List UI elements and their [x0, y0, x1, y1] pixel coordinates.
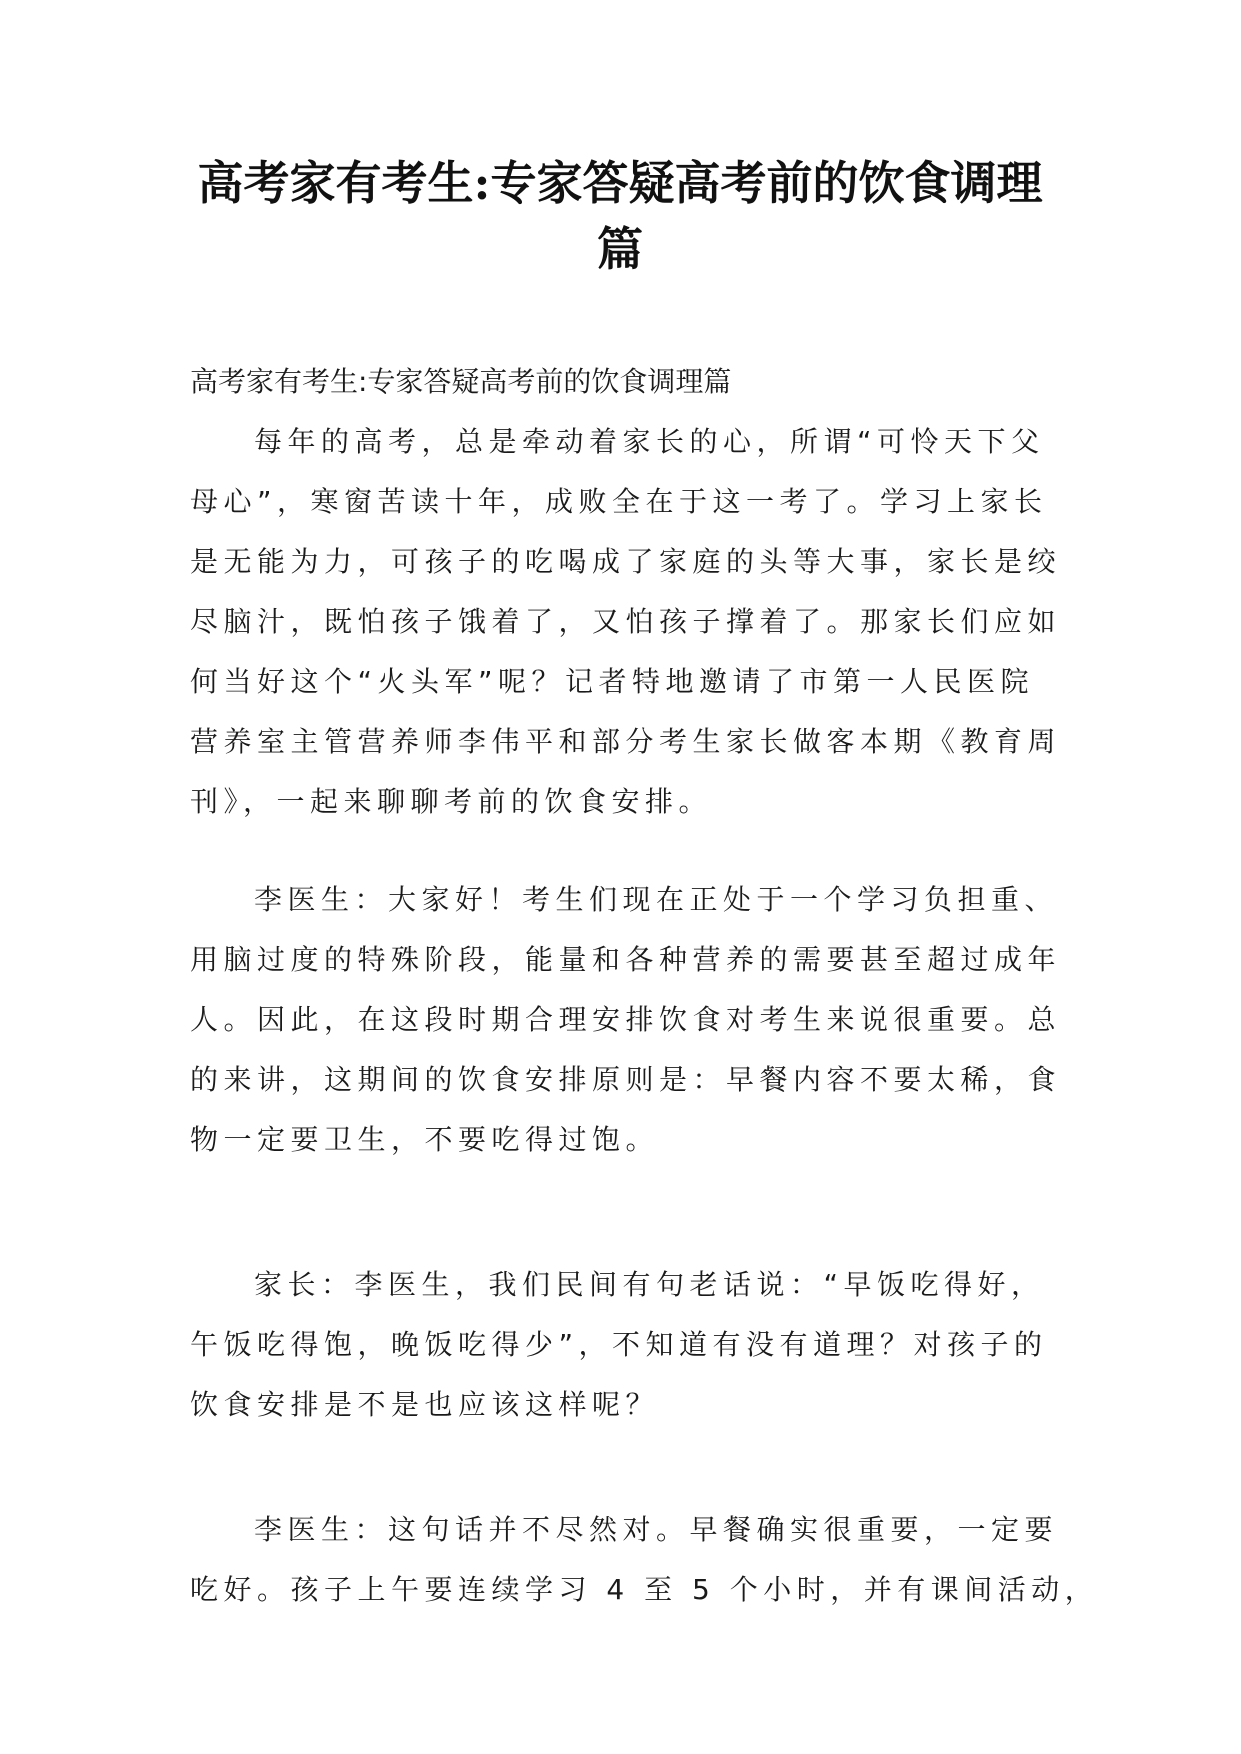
title-line: 高考家有考生:专家答疑高考前的饮食调理 — [197, 156, 1043, 210]
paragraph-line: 是无能为力，可孩子的吃喝成了家庭的头等大事，家长是绞 — [190, 545, 1062, 578]
paragraph-line: 人。因此，在这段时期合理安排饮食对考生来说很重要。总 — [190, 1003, 1062, 1036]
paragraph-line: 家长：李医生，我们民间有句老话说：“早饭吃得好， — [254, 1268, 1045, 1301]
paragraph-line: 物一定要卫生，不要吃得过饱。 — [190, 1123, 660, 1156]
paragraph-line: 每年的高考，总是牵动着家长的心，所谓“可怜天下父 — [254, 425, 1045, 458]
document-subtitle: 高考家有考生:专家答疑高考前的饮食调理篇 — [190, 365, 732, 398]
paragraph-line: 饮食安排是不是也应该这样呢？ — [190, 1388, 660, 1421]
paragraph-line: 午饭吃得饱，晚饭吃得少”，不知道有没有道理？对孩子的 — [190, 1328, 1048, 1361]
paragraph-parent — [190, 1255, 1050, 1435]
paragraph-line: 用脑过度的特殊阶段，能量和各种营养的需要甚至超过成年 — [190, 943, 1062, 976]
title-line: 篇 — [597, 222, 643, 276]
paragraph-line: 李医生：大家好！考生们现在正处于一个学习负担重、 — [254, 883, 1059, 916]
paragraph-line: 李医生：这句话并不尽然对。早餐确实很重要，一定要 — [254, 1513, 1059, 1546]
paragraph-line: 母心”，寒窗苦读十年，成败全在于这一考了。学习上家长 — [190, 485, 1048, 518]
paragraph-line: 何当好这个“火头军”呢？记者特地邀请了市第一人民医院 — [190, 665, 1035, 698]
paragraph-line: 的来讲，这期间的饮食安排原则是：早餐内容不要太稀，食 — [190, 1063, 1062, 1096]
paragraph-line: 吃好。孩子上午要连续学习 4 至 5 个小时，并有课间活动， — [190, 1573, 1099, 1606]
paragraph-line: 尽脑汁，既怕孩子饿着了，又怕孩子撑着了。那家长们应如 — [190, 605, 1062, 638]
paragraph-line: 营养室主管营养师李伟平和部分考生家长做客本期《教育周 — [190, 725, 1062, 758]
document-title — [160, 150, 1080, 282]
paragraph-intro — [190, 412, 1062, 832]
paragraph-doctor-1 — [190, 870, 1062, 1170]
paragraph-doctor-2 — [190, 1500, 1099, 1620]
paragraph-line: 刊》，一起来聊聊考前的饮食安排。 — [190, 785, 713, 818]
